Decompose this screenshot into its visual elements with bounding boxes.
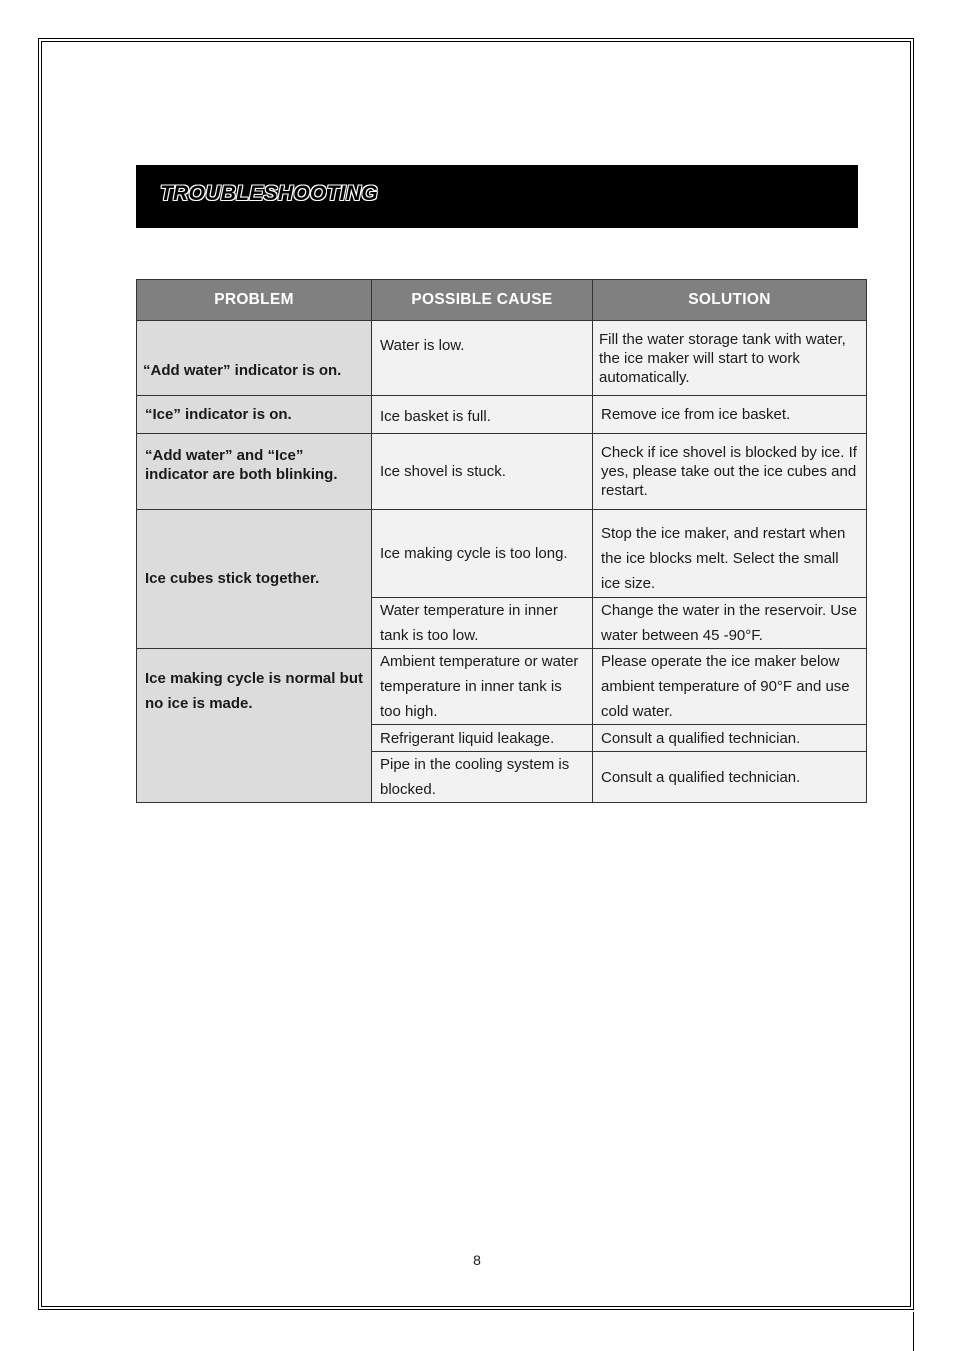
solution-cell: Stop the ice maker, and restart when the ice blocks melt. Select the small ice size. [593, 510, 867, 598]
solution-cell: Please operate the ice maker below ambient temperature of 90°F and use cold water. [593, 649, 867, 725]
solution-cell: Consult a qualified technician. [593, 725, 867, 752]
solution-cell: Fill the water storage tank with water, the ice maker will start to work automatically. [593, 321, 867, 396]
problem-cell: Ice making cycle is normal but no ice is made. [137, 649, 372, 803]
table-row [137, 434, 867, 510]
problem-cell: “Add water” and “Ice” indicator are both blinking. [137, 434, 372, 510]
cause-cell: Refrigerant liquid leakage. [372, 725, 593, 752]
cause-cell: Ice shovel is stuck. [372, 434, 593, 510]
cause-cell: Ice basket is full. [372, 396, 593, 434]
page-number: 8 [473, 1252, 481, 1268]
column-header-solution: SOLUTION [593, 280, 867, 321]
troubleshooting-table [136, 279, 867, 803]
cause-cell: Water temperature in inner tank is too low. [372, 598, 593, 649]
column-header-cause: POSSIBLE CAUSE [372, 280, 593, 321]
table-header-row [137, 280, 867, 321]
cause-cell: Ice making cycle is too long. [372, 510, 593, 598]
section-title: TROUBLESHOOTING [160, 182, 378, 205]
cause-cell: Ambient temperature or water temperature in inner tank is too high. [372, 649, 593, 725]
column-header-problem: PROBLEM [137, 280, 372, 321]
problem-cell: “Add water” indicator is on. [137, 321, 372, 396]
solution-cell: Check if ice shovel is blocked by ice. If yes, please take out the ice cubes and restart. [593, 434, 867, 510]
table-row [137, 510, 867, 598]
solution-cell: Consult a qualified technician. [593, 752, 867, 803]
table-row [137, 649, 867, 725]
problem-cell: “Ice” indicator is on. [137, 396, 372, 434]
table-row [137, 321, 867, 396]
solution-cell: Remove ice from ice basket. [593, 396, 867, 434]
table-row [137, 396, 867, 434]
page-edge-mark [913, 1312, 914, 1351]
cause-cell: Pipe in the cooling system is blocked. [372, 752, 593, 803]
problem-cell: Ice cubes stick together. [137, 510, 372, 649]
section-title-bar [136, 165, 858, 228]
cause-cell: Water is low. [372, 321, 593, 396]
solution-cell: Change the water in the reservoir. Use water between 45 -90°F. [593, 598, 867, 649]
